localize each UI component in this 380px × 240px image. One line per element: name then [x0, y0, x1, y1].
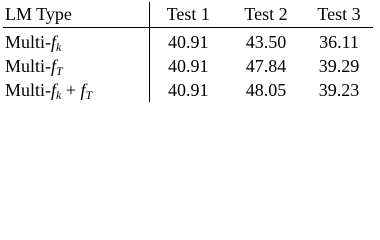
row-label: Multi-$f_k$	[3, 28, 149, 55]
table-row	[3, 28, 373, 55]
header-test-3: Test 3	[305, 2, 373, 28]
cell-test-2: 48.05	[245, 80, 287, 100]
row-label: Multi-$f_T$	[3, 54, 149, 78]
table-row	[3, 54, 373, 78]
cell-test-1: 40.91	[168, 56, 209, 76]
cell-test-3: 36.11	[319, 32, 359, 52]
header-lm-type: LM Type	[3, 2, 149, 28]
cell-test-2: 47.84	[245, 56, 287, 76]
header-row	[3, 2, 373, 28]
header-test-2: Test 2	[227, 2, 305, 28]
cell-test-3: 39.23	[318, 80, 360, 100]
cell-test-2: 43.50	[245, 32, 287, 52]
results-table	[3, 2, 373, 102]
results-table-container	[0, 0, 380, 106]
cell-test-1: 40.91	[168, 32, 209, 52]
table-row	[3, 78, 373, 102]
cell-test-3: 39.29	[318, 56, 360, 76]
cell-test-1: 40.91	[168, 80, 209, 100]
header-test-1: Test 1	[149, 2, 227, 28]
row-label: Multi-$f_k + f_T$	[3, 78, 149, 102]
